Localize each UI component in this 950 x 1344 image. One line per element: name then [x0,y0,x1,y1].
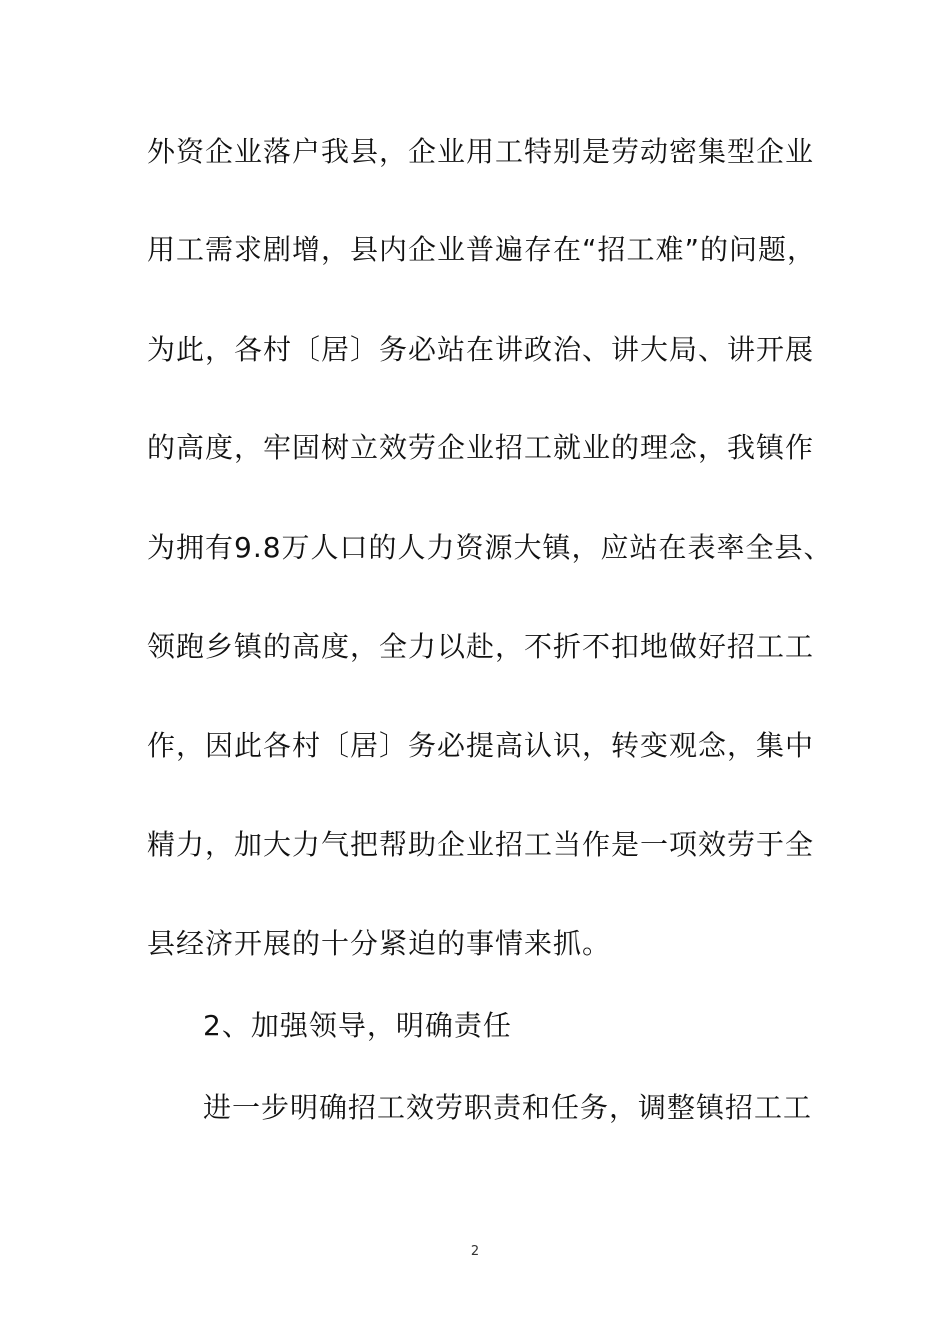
body-line-6: 领跑乡镇的高度，全力以赴，不折不扣地做好招工工 [147,630,815,663]
body-line-5: 为拥有9.8万人口的人力资源大镇，应站在表率全县、 [147,531,833,564]
body-line-4: 的高度，牢固树立效劳企业招工就业的理念，我镇作 [147,431,815,464]
paragraph-first-line: 进一步明确招工效劳职责和任务，调整镇招工工 [203,1091,813,1124]
section-heading: 2、加强领导，明确责任 [203,1009,512,1042]
body-line-2: 用工需求剧增，县内企业普遍存在“招工难”的问题， [147,233,817,266]
body-line-3: 为此，各村〔居〕务必站在讲政治、讲大局、讲开展 [147,333,815,366]
body-line-8: 精力，加大力气把帮助企业招工当作是一项效劳于全 [147,828,815,861]
body-line-7: 作，因此各村〔居〕务必提高认识，转变观念，集中 [147,729,815,762]
page-number: 2 [470,1244,480,1259]
body-line-9: 县经济开展的十分紧迫的事情来抓。 [147,927,612,960]
body-line-1: 外资企业落户我县，企业用工特别是劳动密集型企业 [147,135,815,168]
